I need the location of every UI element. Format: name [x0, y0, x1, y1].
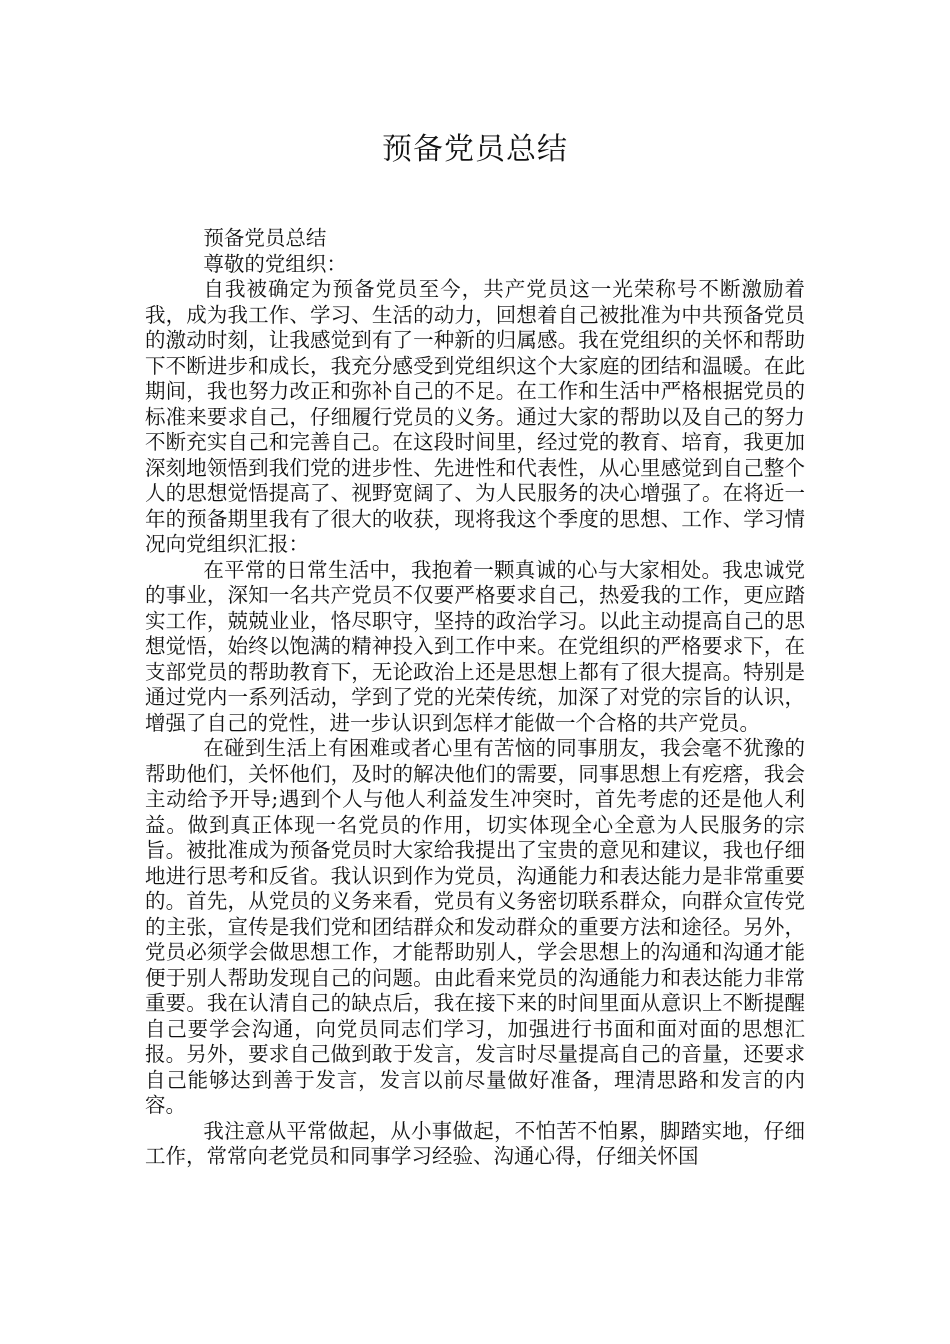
paragraph: 自我被确定为预备党员至今，共产党员这一光荣称号不断激励着我，成为我工作、学习、生活的动力，回想着自己被批准为中共预备党员的激动时刻，让我感觉到有了一种新的归属感。我在党组织的关怀和帮助下不断进步和成长，我充分感受到党组织这个大家庭的团结和温暖。在此期间，我也努力改正和弥补自己的不足。在工作和生活中严格根据党员的标准来要求自己，仔细履行党员的义务。通过大家的帮助以及自己的努力不断充实自己和完善自己。在这段时间里，经过党的教育、培育，我更加深刻地领悟到我们党的进步性、先进性和代表性，从心里感觉到自己整个人的思想觉悟提高了、视野宽阔了、为人民服务的决心增强了。在将近一年的预备期里我有了很大的收获，现将我这个季度的思想、工作、学习情况向党组织汇报： [145, 277, 805, 556]
document-subtitle: 预备党员总结 [203, 226, 327, 250]
document-body [145, 226, 805, 1170]
paragraph: 我注意从平常做起，从小事做起，不怕苦不怕累，脚踏实地，仔细工作，常常向老党员和同事学习经验、沟通心得，仔细关怀国 [145, 1118, 805, 1168]
paragraph: 在碰到生活上有困难或者心里有苦恼的同事朋友，我会毫不犹豫的帮助他们，关怀他们，及时的解决他们的需要，同事思想上有疙瘩，我会主动给予开导;遇到个人与他人利益发生冲突时，首先考虑的还是他人利益。做到真正体现一名党员的作用，切实体现全心全意为人民服务的宗旨。被批准成为预备党员时大家给我提出了宝贵的意见和建议，我也仔细地进行思考和反省。我认识到作为党员，沟通能力和表达能力是非常重要的。首先，从党员的义务来看，党员有义务密切联系群众，向群众宣传党的主张，宣传是我们党和团结群众和发动群众的重要方法和途径。另外，党员必须学会做思想工作，才能帮助别人，学会思想上的沟通和沟通才能便于别人帮助发现自己的问题。由此看来党员的沟通能力和表达能力非常重要。我在认清自己的缺点后，我在接下来的时间里面从意识上不断提醒自己要学会沟通，向党员同志们学习，加强进行书面和面对面的思想汇报。另外，要求自己做到敢于发言，发言时尽量提高自己的音量，还要求自己能够达到善于发言，发言以前尽量做好准备，理清思路和发言的内容。 [145, 736, 805, 1117]
salutation: 尊敬的党组织： [203, 251, 347, 276]
paragraph: 在平常的日常生活中，我抱着一颗真诚的心与大家相处。我忠诚党的事业，深知一名共产党员不仅要严格要求自己，热爱我的工作，更应踏实工作，兢兢业业，恪尽职守，坚持的政治学习。以此主动提高自己的思想觉悟，始终以饱满的精神投入到工作中来。在党组织的严格要求下，在支部党员的帮助教育下，无论政治上还是思想上都有了很大提高。特别是通过党内一系列活动，学到了党的光荣传统，加深了对党的宗旨的认识，增强了自己的党性，进一步认识到怎样才能做一个合格的共产党员。 [145, 557, 805, 735]
document-title: 预备党员总结 [382, 132, 568, 167]
